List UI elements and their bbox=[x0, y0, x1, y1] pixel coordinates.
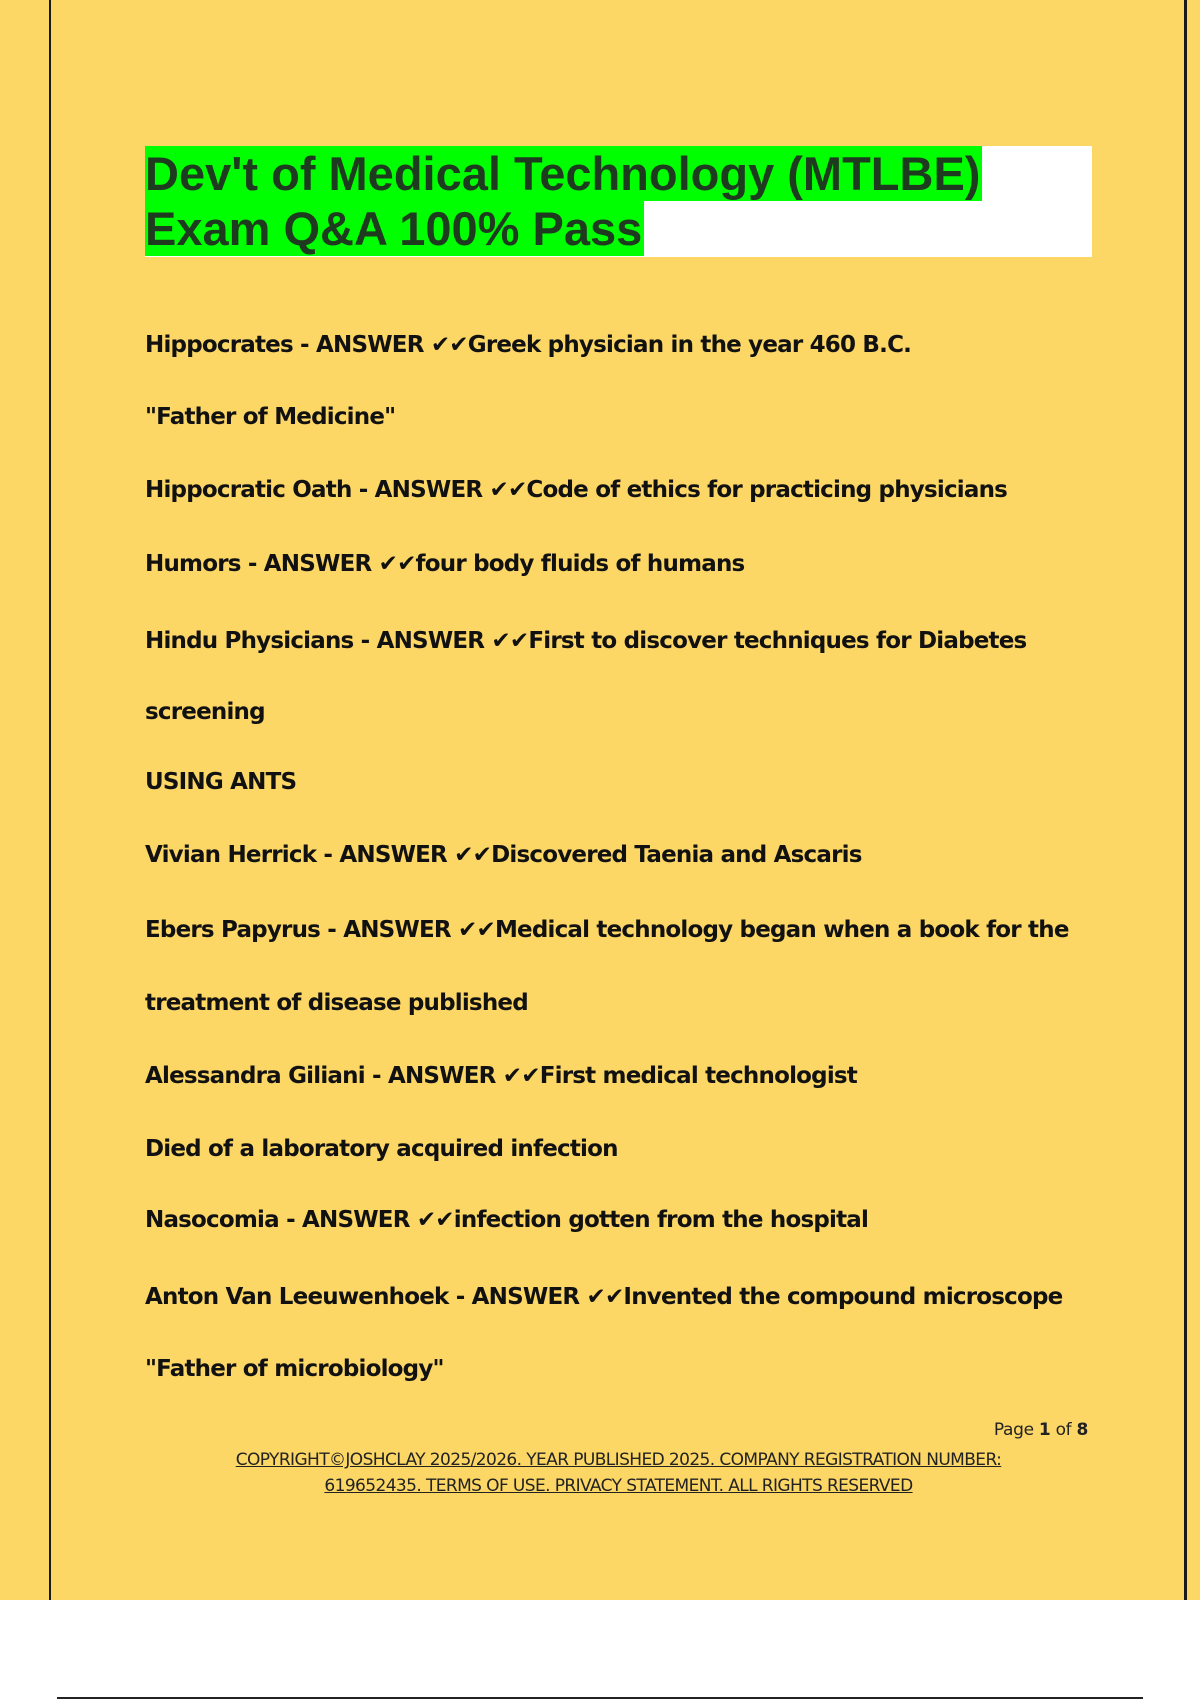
page-total: 8 bbox=[1076, 1420, 1088, 1440]
qa-line: Hindu Physicians - ANSWER ✔✔First to discover techniques for Diabetes bbox=[145, 628, 1027, 654]
qa-line: screening bbox=[145, 699, 265, 725]
page-number bbox=[994, 1420, 1088, 1440]
qa-line: Anton Van Leeuwenhoek - ANSWER ✔✔Invented the compound microscope bbox=[145, 1284, 1063, 1310]
copyright-notice bbox=[145, 1447, 1092, 1499]
title-line-2: Exam Q&A 100% Pass bbox=[145, 202, 643, 255]
qa-line: Hippocratic Oath - ANSWER ✔✔Code of ethics for practicing physicians bbox=[145, 477, 1008, 503]
copyright-line-1: COPYRIGHT©JOSHCLAY 2025/2026. YEAR PUBLISHED 2025. COMPANY REGISTRATION NUMBER: bbox=[235, 1450, 1002, 1470]
qa-line: "Father of Medicine" bbox=[145, 404, 396, 430]
page-right-border bbox=[1184, 0, 1187, 1600]
document-title bbox=[145, 146, 982, 256]
qa-line: Died of a laboratory acquired infection bbox=[145, 1136, 618, 1162]
qa-line: Hippocrates - ANSWER ✔✔Greek physician in the year 460 B.C. bbox=[145, 332, 912, 358]
qa-line: Humors - ANSWER ✔✔four body fluids of humans bbox=[145, 551, 745, 577]
page-current: 1 bbox=[1038, 1420, 1051, 1440]
page-label: Page bbox=[993, 1420, 1034, 1440]
page-left-border bbox=[49, 0, 51, 1600]
qa-line: USING ANTS bbox=[145, 769, 297, 795]
qa-line: Alessandra Giliani - ANSWER ✔✔First medical technologist bbox=[145, 1063, 857, 1089]
qa-line: Vivian Herrick - ANSWER ✔✔Discovered Taenia and Ascaris bbox=[145, 842, 862, 868]
title-line-1: Dev't of Medical Technology (MTLBE) bbox=[145, 147, 981, 200]
copyright-line-2: 619652435. TERMS OF USE. PRIVACY STATEMENT. ALL RIGHTS RESERVED bbox=[324, 1476, 913, 1496]
qa-line: Nasocomia - ANSWER ✔✔infection gotten from the hospital bbox=[145, 1207, 869, 1233]
qa-line: Ebers Papyrus - ANSWER ✔✔Medical technology began when a book for the bbox=[145, 917, 1069, 943]
next-page-top-rule bbox=[57, 1697, 1143, 1699]
qa-line: "Father of microbiology" bbox=[145, 1356, 444, 1382]
page-of-label: of bbox=[1055, 1420, 1072, 1440]
qa-line: treatment of disease published bbox=[145, 990, 528, 1016]
